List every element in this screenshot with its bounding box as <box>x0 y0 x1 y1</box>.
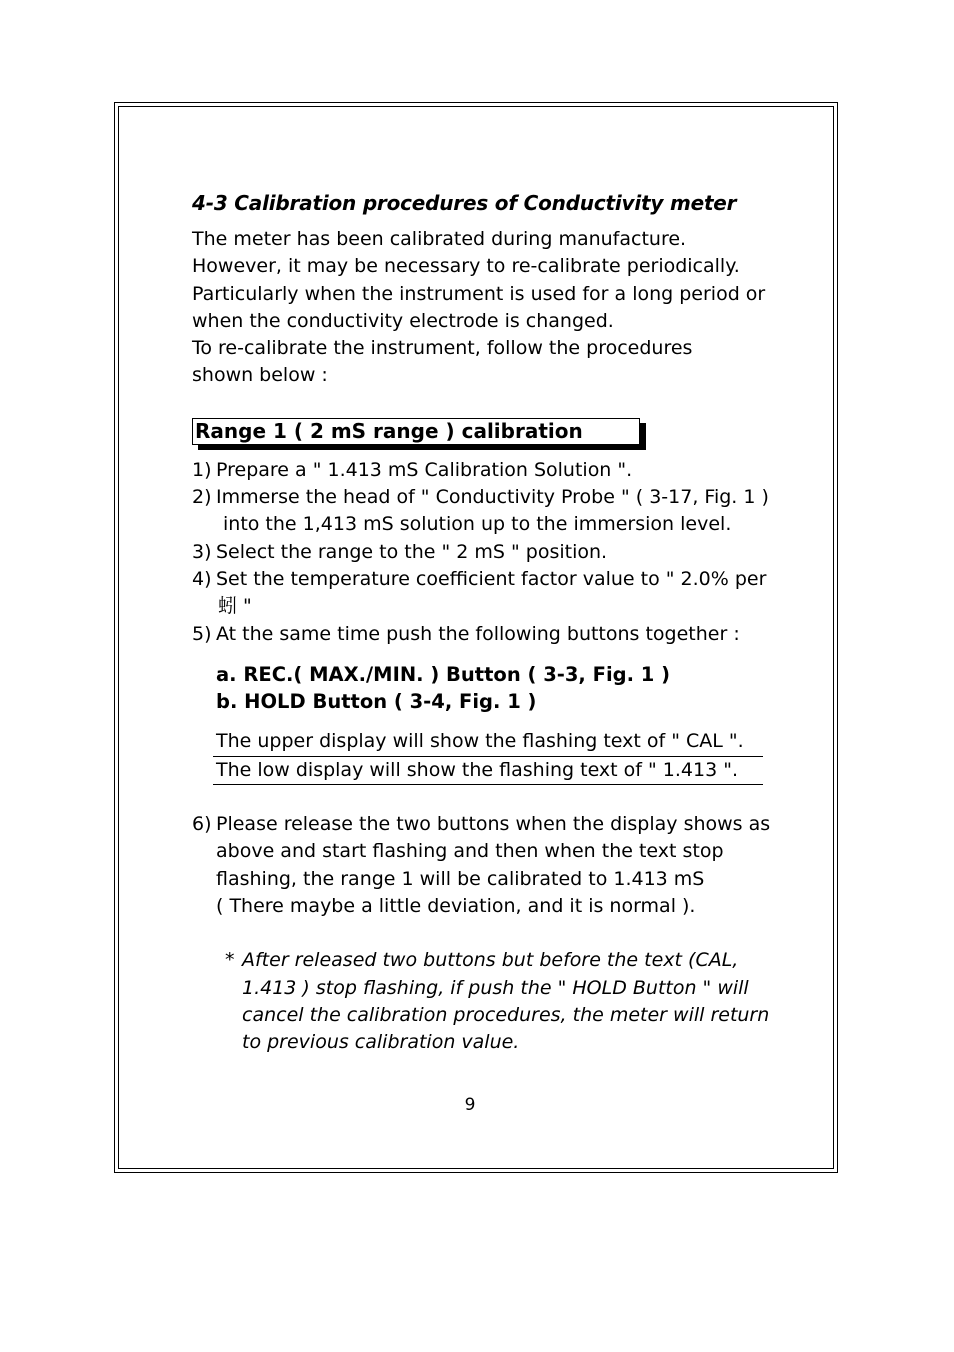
calibration-steps <box>192 457 802 648</box>
page-content <box>192 188 802 1056</box>
range-1-title: Range 1 ( 2 mS range ) calibration <box>195 418 583 443</box>
section-heading: 4-3 Calibration procedures of Conductivity meter <box>192 191 737 215</box>
step-text: Prepare a " 1.413 mS Calibration Solution ". <box>216 458 633 481</box>
step-4 <box>192 566 802 621</box>
note-line: cancel the calibration procedures, the meter will return <box>242 1003 770 1026</box>
step-text-continued: into the 1,413 mS solution up to the immersion level. <box>223 513 732 536</box>
button-list <box>216 661 802 716</box>
intro-line: To re-calibrate the instrument, follow the procedures <box>192 337 693 360</box>
step-text: Select the range to the " 2 mS " position. <box>216 540 608 563</box>
note-asterisk: * <box>225 949 235 972</box>
intro-line: The meter has been calibrated during manufacture. <box>192 228 687 250</box>
step-number: 6) <box>192 813 212 836</box>
intro-line: However, it may be necessary to re-calibrate periodically. <box>192 255 740 278</box>
step-text: ( There maybe a little deviation, and it is normal ). <box>216 894 696 917</box>
intro-paragraph <box>192 226 802 390</box>
note-line: 1.413 ) stop flashing, if push the " HOLD Button " will <box>242 976 749 999</box>
step-5 <box>192 621 802 648</box>
range-1-title-box <box>192 418 640 445</box>
step-text: Immerse the head of " Conductivity Probe " ( 3-17, Fig. 1 ) <box>216 486 769 509</box>
step-number: 3) <box>192 540 212 563</box>
step-number: 4) <box>192 567 212 590</box>
calibration-step-6 <box>192 811 802 920</box>
step-6 <box>192 811 802 920</box>
page-number: 9 <box>464 1095 476 1115</box>
step-2 <box>192 484 802 539</box>
intro-line: when the conductivity electrode is changed. <box>192 309 614 332</box>
step-text-continued: 蚓 " <box>218 595 252 618</box>
upper-display-note: The upper display will show the flashing text of " CAL ". <box>213 728 763 756</box>
step-text: flashing, the range 1 will be calibrated to 1.413 mS <box>216 867 705 890</box>
button-rec: a. REC.( MAX./MIN. ) Button ( 3-3, Fig. 1 ) <box>216 662 671 686</box>
step-text: Set the temperature coefficient factor value to " 2.0% per <box>216 567 767 590</box>
step-number: 2) <box>192 486 212 509</box>
note-line: After released two buttons but before the text (CAL, <box>242 949 739 972</box>
note-line: to previous calibration value. <box>242 1031 520 1054</box>
step-1 <box>192 457 802 484</box>
step-text: above and start flashing and then when the text stop <box>216 840 724 863</box>
step-number: 1) <box>192 458 212 481</box>
hold-cancel-note <box>225 947 802 1056</box>
step-text: Please release the two buttons when the display shows as <box>216 813 771 836</box>
intro-line: Particularly when the instrument is used for a long period or <box>192 282 766 305</box>
step-number: 5) <box>192 622 212 645</box>
step-3 <box>192 539 802 566</box>
display-notes <box>213 728 802 785</box>
button-hold: b. HOLD Button ( 3-4, Fig. 1 ) <box>216 690 537 714</box>
step-text: At the same time push the following buttons together : <box>216 622 740 645</box>
intro-line: shown below : <box>192 364 328 387</box>
low-display-note: The low display will show the flashing text of " 1.413 ". <box>213 757 763 785</box>
